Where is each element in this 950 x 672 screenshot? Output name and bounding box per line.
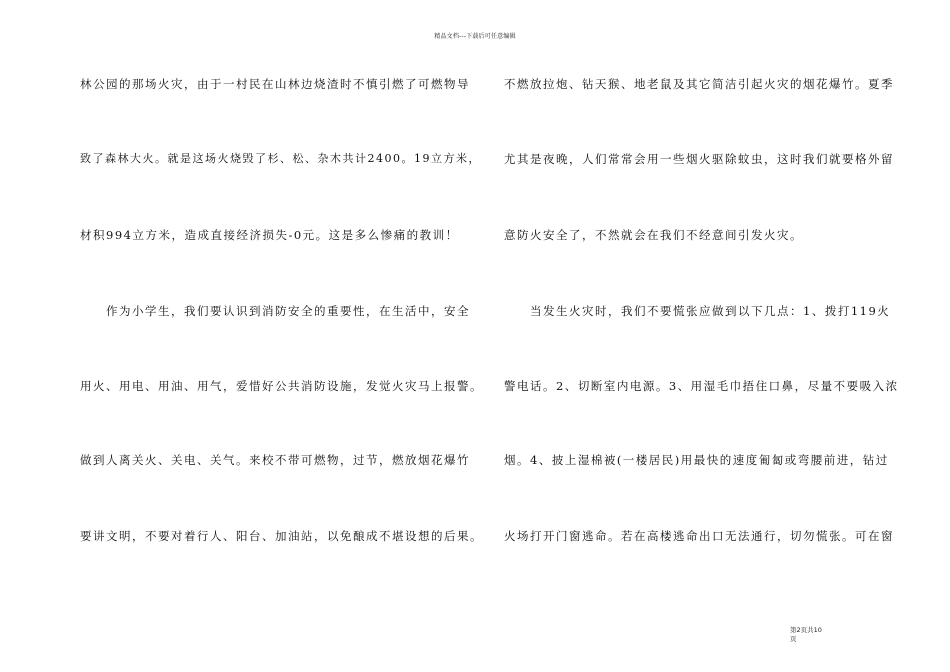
text-line: 致了森林大火。就是这场火烧毁了杉、松、杂木共计2400。19立方米， bbox=[80, 152, 481, 165]
text-line: 材积994立方米，造成直接经济损失-0元。这是多么惨痛的教训！ bbox=[80, 228, 459, 242]
page-number-line: 第2页共10 bbox=[790, 626, 822, 634]
page-number-line: 页 bbox=[790, 635, 797, 643]
text-line: 做到人离关火、关电、关气。来校不带可燃物，过节，燃放烟花爆竹 bbox=[80, 453, 470, 467]
page-number bbox=[790, 626, 850, 644]
text-line: 用火、用电、用油、用气，爱惜好公共消防设施，发觉火灾马上报警。 bbox=[80, 379, 483, 393]
text-line: 当发生火灾时，我们不要慌张应做到以下几点：1、拨打119火 bbox=[530, 304, 891, 318]
text-line: 烟。4、披上湿棉被(一楼居民)用最快的速度匍匐或弯腰前进，钻过 bbox=[504, 453, 889, 467]
text-line: 不燃放拉炮、钻天猴、地老鼠及其它简洁引起火灾的烟花爆竹。夏季 bbox=[504, 77, 894, 91]
text-line: 尤其是夜晚，人们常常会用一些烟火驱除蚊虫，这时我们就要格外留 bbox=[504, 152, 894, 166]
text-line: 要讲文明，不要对着行人、阳台、加油站，以免酿成不堪设想的后果。 bbox=[80, 529, 483, 543]
text-line: 意防火安全了，不然就会在我们不经意间引发火灾。 bbox=[504, 228, 803, 242]
text-line: 作为小学生，我们要认识到消防安全的重要性，在生活中，安全 bbox=[106, 304, 470, 318]
text-line: 警电话。2、切断室内电源。3、用湿毛巾捂住口鼻，尽量不要吸入浓 bbox=[504, 379, 899, 393]
page-header: 精品文档---下载后可任意编辑 bbox=[434, 33, 516, 40]
text-line: 火场打开门窗逃命。若在高楼逃命出口无法通行，切勿慌张。可在窗 bbox=[504, 529, 894, 543]
text-line: 林公园的那场火灾，由于一村民在山林边烧渣时不慎引燃了可燃物导 bbox=[80, 77, 470, 91]
